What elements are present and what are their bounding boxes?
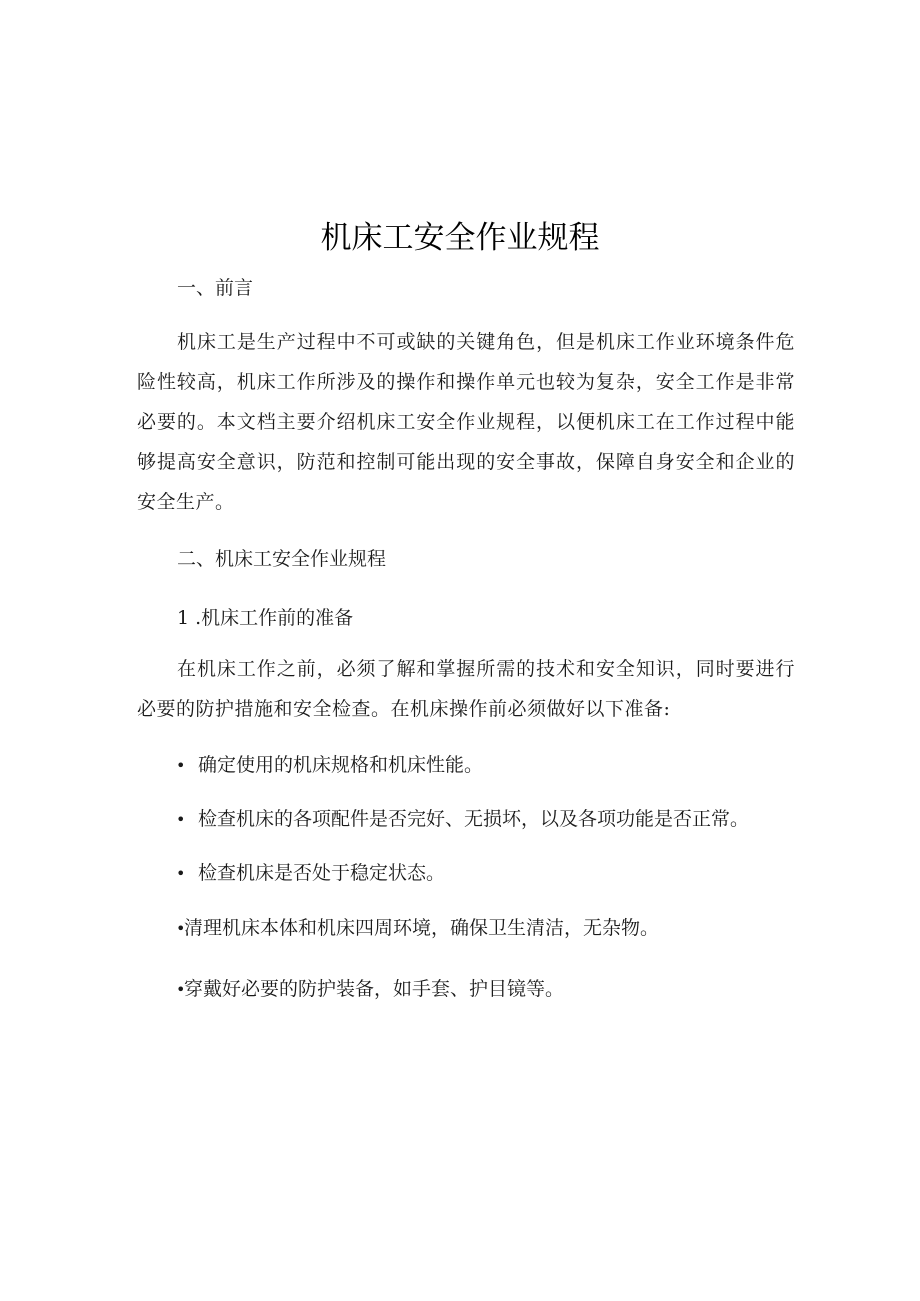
intro-paragraph bbox=[137, 322, 795, 522]
section-heading-rules: 二、机床工安全作业规程 bbox=[177, 548, 387, 570]
paragraph-line: 必要的。本文档主要介绍机床工安全作业规程，以便机床工在工作过程中能 bbox=[137, 411, 795, 433]
subsection-heading-preparation: 1 .机床工作前的准备 bbox=[177, 607, 354, 629]
bullet-icon: • bbox=[176, 864, 186, 883]
list-item-text: 检查机床的各项配件是否完好、无损坏，以及各项功能是否正常。 bbox=[198, 808, 750, 830]
list-item bbox=[176, 969, 564, 1010]
document-title: 机床工安全作业规程 bbox=[320, 220, 600, 256]
paragraph-line: 够提高安全意识，防范和控制可能出现的安全事故，保障自身安全和企业的 bbox=[137, 451, 795, 473]
bullet-icon: • bbox=[176, 980, 186, 999]
paragraph-line: 必要的防护措施和安全检查。在机床操作前必须做好以下准备: bbox=[137, 698, 671, 720]
list-item-text: 清理机床本体和机床四周环境，确保卫生清洁，无杂物。 bbox=[184, 917, 660, 939]
bullet-icon: • bbox=[176, 810, 186, 829]
list-item bbox=[176, 908, 659, 949]
section-heading-preface: 一、前言 bbox=[177, 277, 254, 299]
list-item bbox=[176, 853, 445, 894]
list-item-text: 检查机床是否处于稳定状态。 bbox=[198, 862, 446, 884]
list-item-text: 确定使用的机床规格和机床性能。 bbox=[198, 754, 484, 776]
list-item bbox=[176, 799, 749, 840]
list-item bbox=[176, 745, 483, 786]
bullet-icon: • bbox=[176, 919, 186, 938]
bullet-icon: • bbox=[176, 756, 186, 775]
paragraph-line: 安全生产。 bbox=[137, 491, 235, 513]
paragraph-line: 机床工是生产过程中不可或缺的关键角色，但是机床工作业环境条件危 bbox=[177, 331, 795, 353]
paragraph-line: 险性较高，机床工作所涉及的操作和操作单元也较为复杂，安全工作是非常 bbox=[137, 371, 795, 393]
preparation-paragraph bbox=[137, 649, 795, 729]
paragraph-line: 在机床工作之前，必须了解和掌握所需的技术和安全知识，同时要进行 bbox=[177, 658, 795, 680]
list-item-text: 穿戴好必要的防护装备，如手套、护目镜等。 bbox=[184, 978, 565, 1000]
